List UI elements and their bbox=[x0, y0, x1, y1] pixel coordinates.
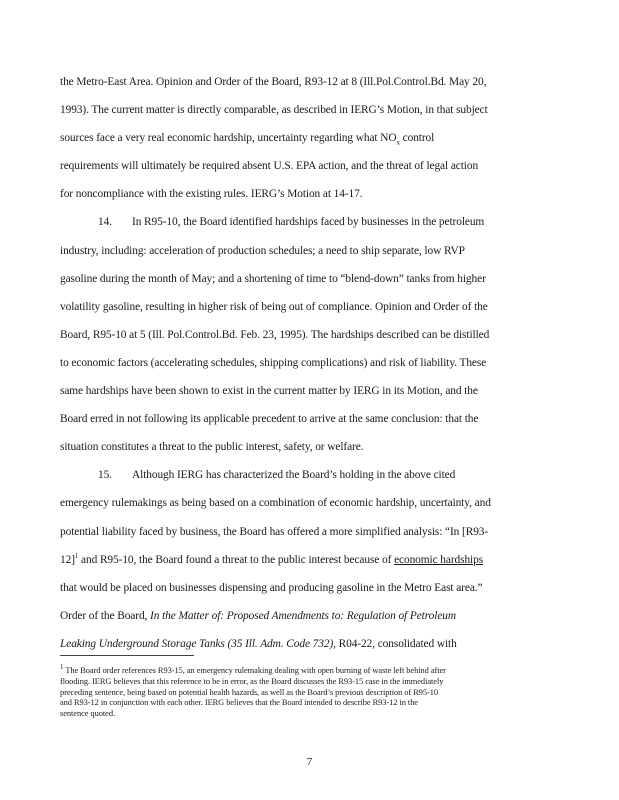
footnote-line: and R93-12 in conjunction with each other. IERG believes that the Board intended to describe R93-12 in the bbox=[60, 698, 418, 708]
paragraph-14-first-line bbox=[60, 208, 560, 236]
text-line: volatility gasoline, resulting in higher risk of being out of compliance. Opinion and Order of the bbox=[60, 300, 488, 313]
text-line: industry, including: acceleration of production schedules; a need to ship separate, low RVP bbox=[60, 244, 465, 257]
text-fragment: control bbox=[399, 132, 435, 145]
footnote-line bbox=[60, 663, 570, 677]
text-line: 1993). The current matter is directly comparable, as described in IERG’s Motion, in that subject bbox=[60, 104, 488, 117]
footnote-line: preceding sentence, being based on potential health hazards, as well as the Board’s previous description of R95-10 bbox=[60, 687, 439, 697]
paragraph-number: 15. bbox=[98, 469, 112, 482]
paragraph-number: 14. bbox=[98, 216, 112, 229]
text-fragment: Order of the Board, bbox=[60, 609, 151, 622]
footnote-divider bbox=[60, 655, 194, 656]
text-line bbox=[60, 546, 560, 574]
case-title-italic: Leaking Underground Storage Tanks (35 Ill. Adm. Code 732) bbox=[60, 637, 334, 650]
text-fragment: In R95-10, the Board identified hardships faced by businesses in the petroleum bbox=[132, 216, 485, 229]
page-number: 7 bbox=[306, 756, 313, 768]
text-fragment: , R04-22, consolidated with bbox=[333, 637, 457, 650]
text-fragment: Although IERG has characterized the Board’s holding in the above cited bbox=[132, 469, 456, 482]
text-line: to economic factors (accelerating schedules, shipping complications) and risk of liability. These bbox=[60, 356, 487, 369]
footnote-line: flooding. IERG believes that this reference to be in error, as the Board discusses the R93-15 case in the immediately bbox=[60, 676, 444, 686]
text-line: Board, R95-10 at 5 (Ill. Pol.Control.Bd. Feb. 23, 1995). The hardships described can be distilled bbox=[60, 328, 490, 341]
footnote-line: sentence quoted. bbox=[60, 709, 116, 719]
text-fragment: 12] bbox=[60, 553, 75, 566]
subscript: x bbox=[396, 138, 400, 147]
text-line: requirements will ultimately be required absent U.S. EPA action, and the threat of legal action bbox=[60, 160, 479, 173]
text-fragment: and R95-10, the Board found a threat to the public interest because of bbox=[78, 553, 395, 566]
body-text bbox=[60, 68, 560, 658]
text-line: that would be placed on businesses dispensing and producing gasoline in the Metro East area.” bbox=[60, 581, 483, 594]
text-line: emergency rulemakings as being based on a combination of economic hardship, uncertainty, and bbox=[60, 497, 491, 510]
text-line bbox=[60, 630, 560, 658]
text-fragment: The Board order references R93-15, an emergency rulemaking dealing with open burning of waste left behind after bbox=[63, 666, 446, 675]
text-line bbox=[60, 124, 560, 152]
text-fragment: sources face a very real economic hardship, uncertainty regarding what NO bbox=[60, 132, 397, 145]
footnote-marker: 1 bbox=[60, 663, 64, 672]
text-line: same hardships have been shown to exist in the current matter by IERG in its Motion, and the bbox=[60, 385, 478, 398]
text-line: Board erred in not following its applicable precedent to arrive at the same conclusion: that the bbox=[60, 413, 479, 426]
footnote bbox=[60, 663, 570, 720]
text-line: situation constitutes a threat to the public interest, safety, or welfare. bbox=[60, 441, 364, 454]
underlined-phrase: economic hardships bbox=[394, 553, 484, 566]
case-title-italic: In the Matter of: Proposed Amendments to: Regulation of Petroleum bbox=[150, 609, 456, 622]
text-line bbox=[60, 602, 560, 630]
text-line: potential liability faced by business, the Board has offered a more simplified analysis: “In [R93- bbox=[60, 525, 489, 538]
paragraph-15-first-line bbox=[60, 461, 560, 489]
text-line: gasoline during the month of May; and a shortening of time to “blend-down” tanks from higher bbox=[60, 272, 486, 285]
footnote-reference: 1 bbox=[74, 551, 79, 560]
text-line: the Metro-East Area. Opinion and Order of the Board, R93-12 at 8 (Ill.Pol.Control.Bd. May 20, bbox=[60, 76, 487, 88]
text-line: for noncompliance with the existing rules. IERG’s Motion at 14-17. bbox=[60, 188, 363, 201]
